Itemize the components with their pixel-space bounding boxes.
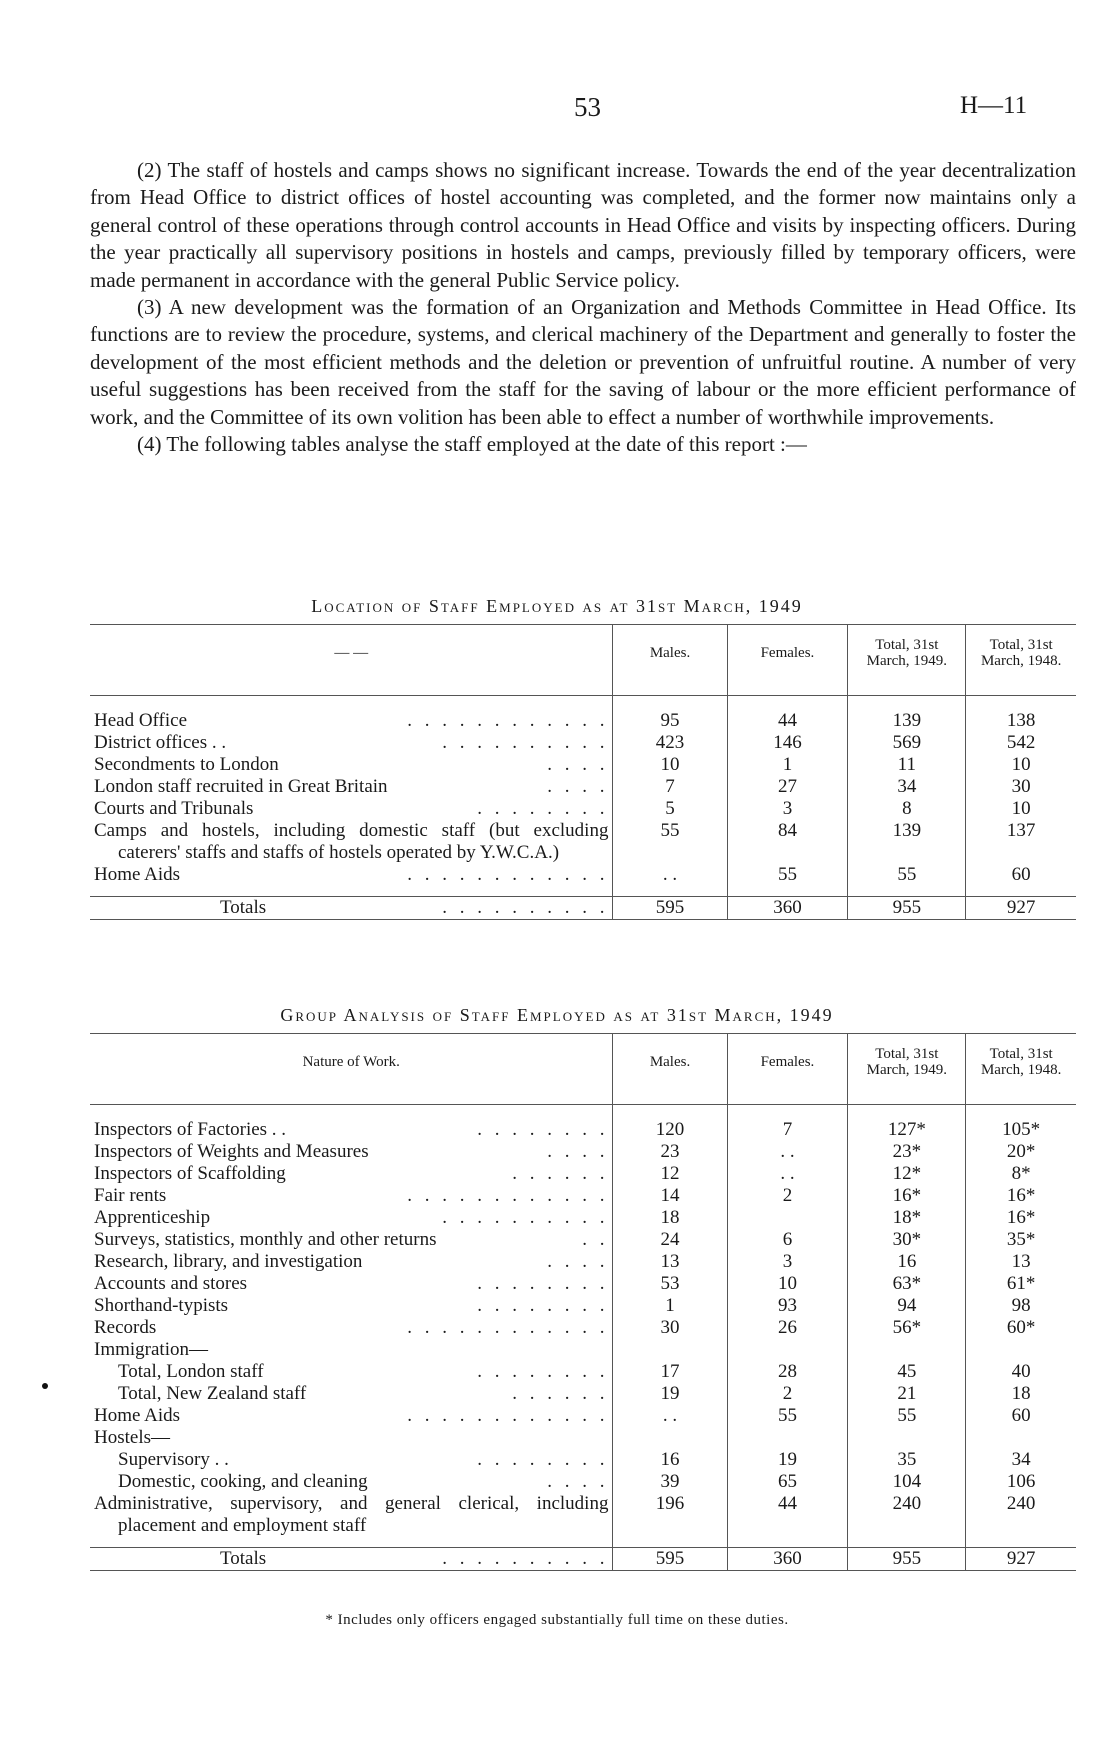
cell-males: 12: [613, 1163, 727, 1185]
cell-total-1949: [848, 1339, 966, 1361]
leader-dots: . . . . . . . . . .: [442, 897, 609, 918]
cell-total-1949: 104: [848, 1471, 966, 1493]
footnote: * Includes only officers engaged substantially full time on these duties.: [325, 1612, 789, 1628]
cell-females: . .: [727, 1141, 848, 1163]
spacer-cell: [848, 1537, 966, 1548]
cell-females: 55: [727, 1405, 848, 1427]
cell-total-1948: 542: [966, 732, 1076, 754]
row-label-text: Hostels—: [94, 1427, 170, 1448]
row-label-text: Administrative, supervisory, and general clerical, including placement and employment staff: [94, 1493, 609, 1536]
cell-females: . .: [727, 1163, 848, 1185]
row-label-text: Fair rents: [94, 1185, 167, 1206]
spacer-cell: [90, 1537, 613, 1548]
row-label: [90, 1207, 613, 1229]
cell-total-1948: 16*: [966, 1185, 1076, 1207]
table-row: [90, 1339, 1076, 1361]
table-row: [90, 1185, 1076, 1207]
cell-total-1948: 40: [966, 1361, 1076, 1383]
cell-females: [727, 1427, 848, 1449]
row-label-text: Home Aids: [94, 1405, 181, 1426]
leader-dots: . . . .: [547, 1251, 609, 1272]
table-row: [90, 1471, 1076, 1493]
cell-females: 44: [727, 696, 848, 733]
cell-total-1949: 12*: [848, 1163, 966, 1185]
cell-males: 120: [613, 1105, 727, 1142]
cell-total-1949: 56*: [848, 1317, 966, 1339]
cell-females: 7: [727, 1105, 848, 1142]
row-label-text: Research, library, and investigation: [94, 1251, 363, 1272]
cell-males: . .: [613, 864, 727, 886]
cell-males: 53: [613, 1273, 727, 1295]
cell-males: 39: [613, 1471, 727, 1493]
cell-total-1948: 34: [966, 1449, 1076, 1471]
cell-total-1948: 13: [966, 1251, 1076, 1273]
cell-males: 55: [613, 820, 727, 864]
row-label-text: Accounts and stores: [94, 1273, 248, 1294]
leader-dots: . . . .: [547, 776, 609, 797]
row-label-text: Apprenticeship: [94, 1207, 211, 1228]
row-label: [90, 776, 613, 798]
cell-total-1949: 21: [848, 1383, 966, 1405]
table-row: [90, 1141, 1076, 1163]
leader-dots: . . . .: [547, 754, 609, 775]
cell-males: [613, 1427, 727, 1449]
cell-males: 196: [613, 1493, 727, 1537]
cell-total-1948: 137: [966, 820, 1076, 864]
row-label: [90, 1185, 613, 1207]
table-row: [90, 1273, 1076, 1295]
cell-total-1949: 240: [848, 1493, 966, 1537]
cell-females: 28: [727, 1361, 848, 1383]
row-label-text: Camps and hostels, including domestic staff (but excluding caterers' staffs and staffs of hostels operated by Y.W.C.A.): [94, 820, 609, 863]
cell-females: 3: [727, 798, 848, 820]
cell-total-1948: 10: [966, 754, 1076, 776]
group-analysis-table: [90, 1033, 1076, 1571]
row-label: [90, 1339, 613, 1361]
cell-total-1949: 127*: [848, 1105, 966, 1142]
cell-total-1948: 61*: [966, 1273, 1076, 1295]
row-label-text: Records: [94, 1317, 157, 1338]
row-label: [90, 1229, 613, 1251]
row-label-text: Head Office: [94, 710, 188, 731]
cell-total-1948: 20*: [966, 1141, 1076, 1163]
cell-total-1949: 139: [848, 820, 966, 864]
column-header-males: Males.: [613, 1034, 727, 1105]
row-label: [90, 1317, 613, 1339]
column-header-total-1949: Total, 31st March, 1949.: [848, 1034, 966, 1105]
cell-males: 17: [613, 1361, 727, 1383]
leader-dots: . . . . . . . .: [477, 1119, 609, 1140]
cell-males: 95: [613, 696, 727, 733]
table-row: [90, 1361, 1076, 1383]
leader-dots: . . . . . . . . . . . .: [407, 1405, 609, 1426]
row-label-text: Supervisory . .: [118, 1449, 229, 1470]
cell-females: 93: [727, 1295, 848, 1317]
row-label-text: London staff recruited in Great Britain: [94, 776, 388, 797]
table-row: [90, 820, 1076, 864]
cell-total-1948: 106: [966, 1471, 1076, 1493]
table-row: [90, 1493, 1076, 1537]
row-label: [90, 1295, 613, 1317]
cell-total-1948: 30: [966, 776, 1076, 798]
table-row: [90, 1207, 1076, 1229]
row-label: [90, 1471, 613, 1493]
leader-dots: . . . . . . . . . . . .: [407, 864, 609, 885]
cell-total-1948: 8*: [966, 1163, 1076, 1185]
row-label: [90, 732, 613, 754]
cell-males: . .: [613, 1405, 727, 1427]
cell-total-1949: 35: [848, 1449, 966, 1471]
total-males: 595: [613, 897, 727, 920]
cell-total-1948: [966, 1339, 1076, 1361]
table-row: [90, 1383, 1076, 1405]
cell-females: 146: [727, 732, 848, 754]
leader-dots: . . . . . . . .: [477, 1361, 609, 1382]
row-label: [90, 864, 613, 886]
row-label: [90, 1163, 613, 1185]
cell-males: 14: [613, 1185, 727, 1207]
cell-total-1949: 63*: [848, 1273, 966, 1295]
cell-males: 5: [613, 798, 727, 820]
cell-total-1949: 16*: [848, 1185, 966, 1207]
table-header-row: [90, 1034, 1076, 1105]
cell-females: 2: [727, 1185, 848, 1207]
cell-total-1948: 60: [966, 1405, 1076, 1427]
table-row: [90, 1163, 1076, 1185]
leader-dots: . . . . . . . . . . . .: [407, 710, 609, 731]
cell-males: 30: [613, 1317, 727, 1339]
row-label-text: Inspectors of Factories . .: [94, 1119, 287, 1140]
leader-dots: . . . . . . . . . .: [442, 1207, 609, 1228]
table-row: [90, 754, 1076, 776]
row-label-text: Immigration—: [94, 1339, 208, 1360]
cell-females: 55: [727, 864, 848, 886]
table-row: [90, 1295, 1076, 1317]
cell-males: 18: [613, 1207, 727, 1229]
row-label: [90, 1105, 613, 1142]
cell-females: 2: [727, 1383, 848, 1405]
row-label-text: Courts and Tribunals: [94, 798, 254, 819]
page-header: [0, 92, 1114, 122]
cell-females: 1: [727, 754, 848, 776]
spacer-cell: [727, 1537, 848, 1548]
table1-title: Location of Staff Employed as at 31st March, 1949: [311, 596, 803, 616]
cell-total-1948: 240: [966, 1493, 1076, 1537]
table-row: [90, 776, 1076, 798]
table-row: [90, 1105, 1076, 1142]
spacer-cell: [848, 886, 966, 897]
cell-males: 1: [613, 1295, 727, 1317]
column-header-total-1948: Total, 31st March, 1948.: [966, 1034, 1076, 1105]
cell-total-1949: 94: [848, 1295, 966, 1317]
totals-label: [90, 1548, 613, 1571]
cell-females: 19: [727, 1449, 848, 1471]
cell-total-1949: 16: [848, 1251, 966, 1273]
row-label-text: Surveys, statistics, monthly and other returns: [94, 1229, 437, 1250]
leader-dots: . . . .: [547, 1141, 609, 1162]
row-label: [90, 1405, 613, 1427]
paragraph-2: (2) The staff of hostels and camps shows no significant increase. Towards the end of the year decentralization from Head Office to district offices of hostel accounting was completed, and the former now maintains only a general control of these operations through control accounts in Head Office and visits by inspecting officers. During the year practically all supervisory positions in hostels and camps, previously filled by temporary officers, were made permanent in accordance with the general Public Service policy.: [90, 158, 1076, 292]
cell-males: 13: [613, 1251, 727, 1273]
totals-label: [90, 897, 613, 920]
table-row: [90, 1229, 1076, 1251]
cell-total-1949: [848, 1427, 966, 1449]
cell-total-1948: 10: [966, 798, 1076, 820]
leader-dots: . . . . . . . . . .: [442, 732, 609, 753]
column-header-females: Females.: [727, 1034, 848, 1105]
table-row: [90, 1317, 1076, 1339]
cell-females: [727, 1207, 848, 1229]
spacer-row: [90, 886, 1076, 897]
body-text: [90, 157, 1076, 458]
cell-total-1948: 16*: [966, 1207, 1076, 1229]
cell-total-1949: 18*: [848, 1207, 966, 1229]
totals-row: [90, 1548, 1076, 1571]
spacer-cell: [90, 886, 613, 897]
cell-total-1949: 34: [848, 776, 966, 798]
total-total-1949: 955: [848, 897, 966, 920]
cell-total-1949: 8: [848, 798, 966, 820]
cell-females: 44: [727, 1493, 848, 1537]
total-total-1948: 927: [966, 1548, 1076, 1571]
leader-dots: . . . . . . . . . . . .: [407, 1317, 609, 1338]
column-header-description: — —: [334, 645, 369, 661]
leader-dots: . . . . . .: [512, 1163, 609, 1184]
cell-males: 423: [613, 732, 727, 754]
cell-total-1948: [966, 1427, 1076, 1449]
totals-label-text: Totals: [220, 1548, 267, 1569]
cell-females: [727, 1339, 848, 1361]
cell-total-1948: 60*: [966, 1317, 1076, 1339]
total-total-1949: 955: [848, 1548, 966, 1571]
cell-males: 10: [613, 754, 727, 776]
total-females: 360: [727, 1548, 848, 1571]
spacer-cell: [727, 886, 848, 897]
total-females: 360: [727, 897, 848, 920]
cell-total-1949: 569: [848, 732, 966, 754]
page-number: 53: [574, 92, 601, 122]
cell-males: [613, 1339, 727, 1361]
cell-males: 16: [613, 1449, 727, 1471]
row-label-text: Inspectors of Weights and Measures: [94, 1141, 369, 1162]
table-row: [90, 864, 1076, 886]
table-row: [90, 696, 1076, 733]
row-label: [90, 1493, 613, 1537]
cell-total-1948: 35*: [966, 1229, 1076, 1251]
cell-total-1949: 30*: [848, 1229, 966, 1251]
paragraph-3: (3) A new development was the formation of an Organization and Methods Committee in Head Office. Its functions are to review the procedure, systems, and clerical machinery of the Department and generally to foster the development of the most efficient methods and the deletion or prevention of unfruitful routine. A number of very useful suggestions has been received from the staff for the saving of labour or the more efficient performance of work, and the Committee of its own volition has been able to effect a number of worthwhile improvements.: [90, 295, 1076, 429]
leader-dots: . . . . . . . .: [477, 1449, 609, 1470]
column-header-females: Females.: [727, 625, 848, 696]
cell-total-1948: 105*: [966, 1105, 1076, 1142]
cell-total-1948: 18: [966, 1383, 1076, 1405]
row-label-text: Total, New Zealand staff: [118, 1383, 307, 1404]
paragraph-4: (4) The following tables analyse the staff employed at the date of this report :—: [137, 432, 807, 457]
cell-total-1949: 11: [848, 754, 966, 776]
cell-total-1949: 23*: [848, 1141, 966, 1163]
column-header-nature-of-work: Nature of Work.: [302, 1054, 400, 1070]
leader-dots: . . . . . . . .: [477, 1295, 609, 1316]
cell-females: 65: [727, 1471, 848, 1493]
cell-total-1949: 139: [848, 696, 966, 733]
cell-total-1948: 98: [966, 1295, 1076, 1317]
row-label: [90, 1361, 613, 1383]
cell-males: 19: [613, 1383, 727, 1405]
table-row: [90, 798, 1076, 820]
leader-dots: . .: [582, 1229, 609, 1250]
totals-label-text: Totals: [220, 897, 267, 918]
column-header-total-1949: Total, 31st March, 1949.: [848, 625, 966, 696]
row-label: [90, 754, 613, 776]
cell-females: 26: [727, 1317, 848, 1339]
cell-females: 84: [727, 820, 848, 864]
cell-total-1949: 45: [848, 1361, 966, 1383]
spacer-cell: [613, 1537, 727, 1548]
cell-total-1949: 55: [848, 864, 966, 886]
document-code: H—11: [960, 92, 1028, 119]
row-label: [90, 1427, 613, 1449]
row-label-text: District offices . .: [94, 732, 227, 753]
leader-dots: . . . . . . . . . .: [442, 1548, 609, 1569]
row-label-text: Secondments to London: [94, 754, 279, 775]
cell-males: 7: [613, 776, 727, 798]
spacer-cell: [613, 886, 727, 897]
table-row: [90, 1405, 1076, 1427]
cell-females: 3: [727, 1251, 848, 1273]
column-header-males: Males.: [613, 625, 727, 696]
row-label: [90, 1141, 613, 1163]
row-label: [90, 1449, 613, 1471]
total-males: 595: [613, 1548, 727, 1571]
leader-dots: . . . . . .: [512, 1383, 609, 1404]
row-label: [90, 798, 613, 820]
leader-dots: . . . . . . . .: [477, 798, 609, 819]
spacer-row: [90, 1537, 1076, 1548]
table-row: [90, 1449, 1076, 1471]
row-label-text: Shorthand-typists: [94, 1295, 229, 1316]
row-label-text: Total, London staff: [118, 1361, 264, 1382]
margin-bullet-mark: [42, 1383, 48, 1389]
row-label-text: Domestic, cooking, and cleaning: [118, 1471, 368, 1492]
row-label-text: Inspectors of Scaffolding: [94, 1163, 286, 1184]
row-label: [90, 1383, 613, 1405]
leader-dots: . . . .: [547, 1471, 609, 1492]
leader-dots: . . . . . . . . . . . .: [407, 1185, 609, 1206]
row-label: [90, 1251, 613, 1273]
cell-females: 10: [727, 1273, 848, 1295]
spacer-cell: [966, 1537, 1076, 1548]
table-row: [90, 1251, 1076, 1273]
cell-males: 24: [613, 1229, 727, 1251]
table2-title: Group Analysis of Staff Employed as at 31st March, 1949: [280, 1005, 834, 1025]
row-label: [90, 696, 613, 733]
spacer-cell: [966, 886, 1076, 897]
table-row: [90, 732, 1076, 754]
table-row: [90, 1427, 1076, 1449]
cell-females: 6: [727, 1229, 848, 1251]
cell-females: 27: [727, 776, 848, 798]
row-label: [90, 820, 613, 864]
location-staff-table: [90, 624, 1076, 920]
cell-total-1948: 60: [966, 864, 1076, 886]
total-total-1948: 927: [966, 897, 1076, 920]
cell-males: 23: [613, 1141, 727, 1163]
leader-dots: . . . . . . . .: [477, 1273, 609, 1294]
cell-total-1949: 55: [848, 1405, 966, 1427]
table-header-row: [90, 625, 1076, 696]
cell-total-1948: 138: [966, 696, 1076, 733]
totals-row: [90, 897, 1076, 920]
row-label: [90, 1273, 613, 1295]
column-header-total-1948: Total, 31st March, 1948.: [966, 625, 1076, 696]
row-label-text: Home Aids: [94, 864, 181, 885]
